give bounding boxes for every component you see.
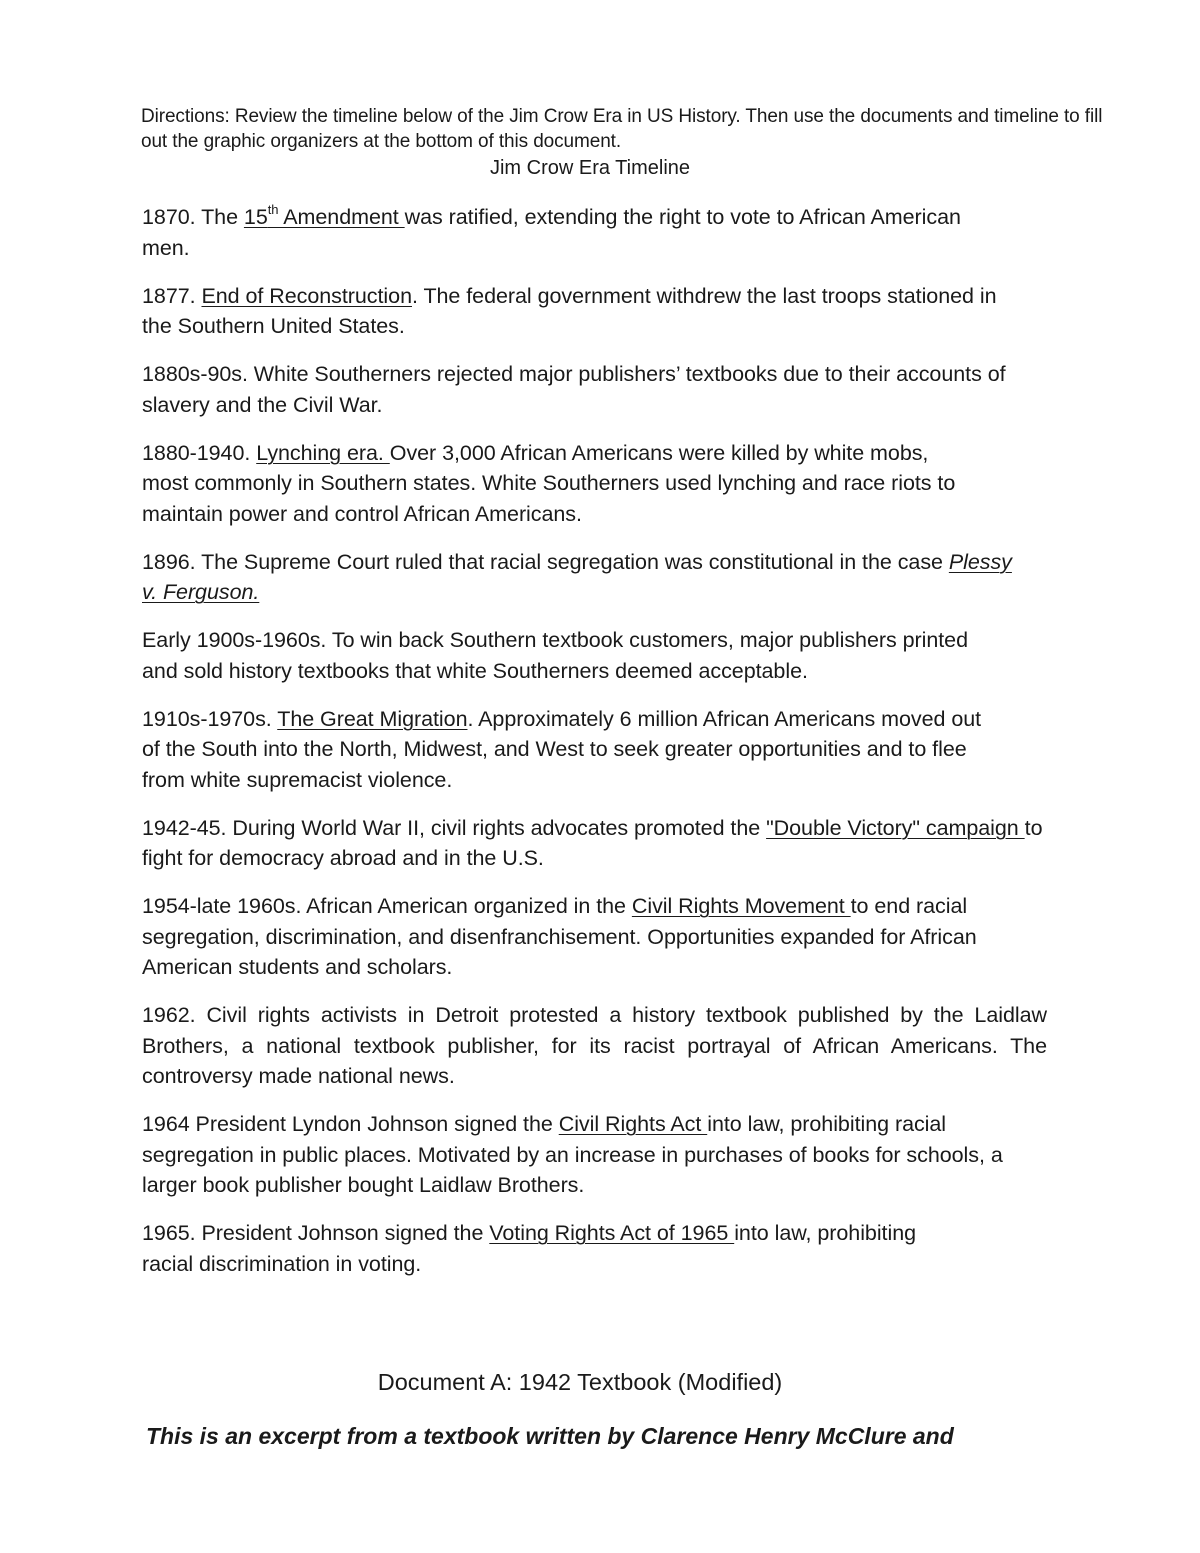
timeline-list (142, 202, 1062, 1297)
civil-rights-movement-link[interactable]: Civil Rights Movement (631, 894, 851, 918)
timeline-title: Jim Crow Era Timeline (489, 157, 691, 179)
timeline-entry-1877 (142, 281, 1012, 342)
plessy-ferguson-link[interactable]: Plessy v. Ferguson. (142, 549, 1012, 604)
timeline-entry-1896 (142, 547, 1017, 608)
timeline-entry-1964 (142, 1109, 1012, 1201)
document-a-subtitle: This is an excerpt from a textbook written by Clarence Henry McClure and (146, 1423, 954, 1449)
document-a-title: Document A: 1942 Textbook (Modified) (377, 1369, 783, 1395)
entry-text: to fight for democracy abroad and in the U.S. (142, 815, 1043, 870)
lynching-era-link[interactable]: Lynching era. (256, 440, 390, 465)
entry-text: 1910s-1970s. (142, 706, 278, 731)
entry-text: 1870. The (142, 205, 244, 229)
amendment-15-link[interactable] (243, 201, 405, 229)
timeline-entry-1880s: 1880s-90s. White Southerners rejected major publishers’ textbooks due to their accounts of slavery and the Civil War. (142, 362, 1006, 417)
entry-text: to end racial segregation, discrimination, and disenfranchisement. Opportunities expanded for African American students and scholars. (142, 894, 977, 979)
entry-text: . Approximately 6 million African Americans moved out of the South into the North, Midwest, and West to seek greater opportunities and to flee from white supremacist violence. (142, 706, 982, 792)
entry-text: 1965. President Johnson signed the (142, 1221, 490, 1245)
timeline-entry-1954 (142, 891, 1047, 983)
entry-text: 1880-1940. (142, 440, 257, 465)
entry-text: into law, prohibiting racial discrimination in voting. (142, 1221, 917, 1276)
civil-rights-act-link[interactable]: Civil Rights Act (558, 1112, 708, 1136)
superscript: th (267, 201, 279, 217)
timeline-entry-1965 (142, 1218, 942, 1279)
double-victory-link[interactable]: "Double Victory" campaign (766, 815, 1025, 840)
entry-text: 1877. (142, 283, 202, 308)
entry-text: . The federal government withdrew the last troops stationed in the Southern United States. (142, 283, 997, 338)
entry-text: Over 3,000 African Americans were killed by white mobs, most commonly in Southern states. White Southerners used lynching and race riots to maintain power and control African Americans. (142, 440, 956, 526)
timeline-entry-1870 (142, 202, 992, 263)
timeline-entry-1942 (142, 813, 1052, 874)
entry-text: 1954-late 1960s. African American organized in the (142, 894, 632, 918)
reconstruction-link[interactable]: End of Reconstruction (201, 283, 412, 308)
timeline-entry-1962: 1962. Civil rights activists in Detroit protested a history textbook published by the Laidlaw Brothers, a national textbook publisher, for its racist portrayal of African Americans. The controversy made national news. (142, 1003, 1047, 1088)
entry-link-text: Amendment (278, 205, 405, 229)
timeline-entry-1910s (142, 704, 997, 796)
directions-text: Directions: Review the timeline below of the Jim Crow Era in US History. Then use the documents and timeline to fill out the graphic organizers at the bottom of this document. (141, 106, 1103, 152)
entry-text: 1942-45. During World War II, civil rights advocates promoted the (142, 815, 767, 840)
entry-text: into law, prohibiting racial segregation in public places. Motivated by an increase in purchases of books for schools, a larger book publisher bought Laidlaw Brothers. (142, 1112, 1003, 1197)
entry-text: was ratified, extending the right to vote to African American men. (142, 205, 961, 260)
timeline-entry-1880-1940 (142, 438, 972, 530)
great-migration-link[interactable]: The Great Migration (277, 706, 468, 731)
timeline-entry-early-1900s: Early 1900s-1960s. To win back Southern textbook customers, major publishers printed and sold history textbooks that white Southerners deemed acceptable. (142, 628, 968, 683)
entry-text: 1896. The Supreme Court ruled that racial segregation was constitutional in the case (142, 549, 949, 574)
entry-link-text: 15 (243, 205, 268, 229)
voting-rights-act-link[interactable]: Voting Rights Act of 1965 (489, 1221, 735, 1245)
entry-text: 1964 President Lyndon Johnson signed the (142, 1112, 559, 1136)
